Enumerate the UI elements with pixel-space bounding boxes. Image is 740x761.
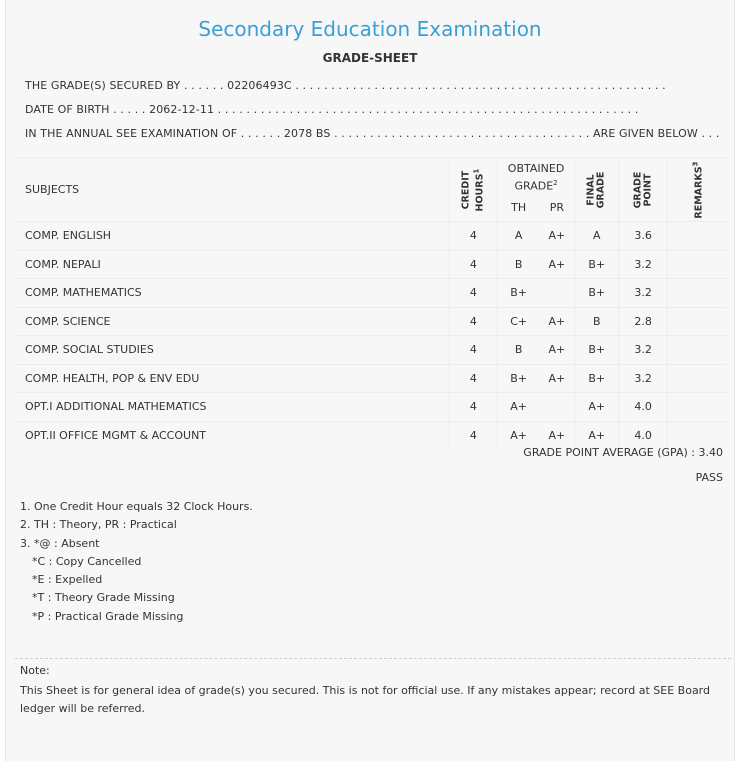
grade-point-cell: 3.2	[619, 336, 668, 365]
practical-grade-cell: A+	[540, 421, 575, 449]
footnote: 2. TH : Theory, PR : Practical	[20, 518, 177, 532]
practical-grade-cell: A+	[540, 307, 575, 336]
subject-cell: COMP. HEALTH, POP & ENV EDU	[15, 364, 449, 393]
header-th: TH	[497, 195, 539, 222]
dob-dots: . . . . . . . . . . . . . . . . . . . . . . . . . . . . . . . . . . . . . . . . . . . . . . . . . . . . . . . . . . .	[217, 103, 639, 116]
grade-point-cell: 3.6	[619, 222, 668, 251]
credit-hours-cell: 4	[449, 250, 497, 279]
table-row	[15, 222, 727, 251]
page-subtitle: GRADE-SHEET	[322, 51, 418, 65]
grade-point-cell: 4.0	[619, 393, 668, 422]
footnote: *E : Expelled	[32, 573, 103, 587]
subject-cell: OPT.I ADDITIONAL MATHEMATICS	[15, 393, 449, 422]
page-title: Secondary Education Examination	[198, 17, 542, 41]
credit-hours-cell: 4	[449, 393, 497, 422]
footnote: *P : Practical Grade Missing	[32, 609, 184, 623]
secured-by-label: THE GRADE(S) SECURED BY . . . . . .	[25, 79, 224, 92]
subject-cell: OPT.II OFFICE MGMT & ACCOUNT	[15, 421, 449, 449]
table-row	[15, 364, 727, 393]
exam-label: IN THE ANNUAL SEE EXAMINATION OF . . . . . .	[25, 127, 281, 140]
grades-table	[15, 157, 727, 449]
practical-grade-cell	[540, 279, 575, 308]
remarks-cell	[667, 307, 727, 336]
subject-cell: COMP. MATHEMATICS	[15, 279, 449, 308]
secured-by-line	[25, 79, 666, 92]
remarks-cell	[667, 364, 727, 393]
theory-grade-cell: C+	[497, 307, 539, 336]
subject-cell: COMP. SCIENCE	[15, 307, 449, 336]
grade-point-cell: 4.0	[619, 421, 668, 449]
note-text: This Sheet is for general idea of grade(s) you secured. This is not for official use. If any mistakes appear; record at SEE Board ledger will be referred.	[20, 684, 710, 715]
grade-point-cell: 3.2	[619, 250, 668, 279]
header-credit-hours: CREDIT HOURS$^1$	[449, 158, 497, 222]
theory-grade-cell: A+	[497, 393, 539, 422]
divider	[15, 658, 731, 659]
exam-year: 2078 BS	[283, 127, 331, 140]
grade-point-cell: 2.8	[619, 307, 668, 336]
credit-hours-cell: 4	[449, 279, 497, 308]
theory-grade-cell: B+	[497, 364, 539, 393]
remarks-cell	[667, 421, 727, 449]
theory-grade-cell: B	[497, 250, 539, 279]
credit-hours-cell: 4	[449, 307, 497, 336]
practical-grade-cell	[540, 393, 575, 422]
remarks-cell	[667, 279, 727, 308]
grade-point-cell: 3.2	[619, 279, 668, 308]
final-grade-cell: B+	[575, 364, 619, 393]
header-pr: PR	[549, 201, 565, 215]
credit-hours-cell: 4	[449, 421, 497, 449]
note-label: Note:	[20, 664, 50, 677]
symbol-number: 02206493C	[227, 79, 292, 92]
subject-cell: COMP. SOCIAL STUDIES	[15, 336, 449, 365]
exam-dots: . . . . . . . . . . . . . . . . . . . . . . . . . . . . . . . . . . . . ARE GIVEN BELOW . . .	[334, 127, 720, 140]
final-grade-cell: B+	[575, 250, 619, 279]
footnote: 3. *@ : Absent	[20, 536, 100, 550]
credit-hours-cell: 4	[449, 336, 497, 365]
final-grade-cell: B+	[575, 336, 619, 365]
grade-sheet-page	[5, 0, 735, 761]
table-row	[15, 393, 727, 422]
grade-point-cell: 3.2	[619, 364, 668, 393]
practical-grade-cell: A+	[540, 364, 575, 393]
table-row	[15, 307, 727, 336]
remarks-cell	[667, 336, 727, 365]
final-grade-cell: B	[575, 307, 619, 336]
footnote: *C : Copy Cancelled	[32, 554, 142, 568]
result-status: PASS	[695, 471, 723, 484]
dob-line	[25, 103, 638, 116]
dob-label: DATE OF BIRTH . . . . .	[25, 103, 146, 116]
remarks-cell	[667, 250, 727, 279]
theory-grade-cell: B	[497, 336, 539, 365]
credit-hours-cell: 4	[449, 222, 497, 251]
exam-line	[25, 127, 719, 140]
practical-grade-cell: A+	[540, 222, 575, 251]
credit-hours-cell: 4	[449, 364, 497, 393]
practical-grade-cell: A+	[540, 336, 575, 365]
header-grade-point: GRADE POINT	[619, 158, 668, 222]
footnotes	[20, 498, 253, 626]
table-row	[15, 250, 727, 279]
table-row	[15, 336, 727, 365]
footnote: 1. One Credit Hour equals 32 Clock Hours.	[20, 500, 253, 513]
header-subjects: SUBJECTS	[15, 158, 449, 222]
secured-by-dots: . . . . . . . . . . . . . . . . . . . . . . . . . . . . . . . . . . . . . . . . . . . . . . . . . . . .	[295, 79, 666, 92]
header-obtained-grade: OBTAINED GRADE$^2$	[497, 158, 575, 195]
header-remarks: REMARKS$^3$	[667, 158, 727, 222]
subject-cell: COMP. ENGLISH	[15, 222, 449, 251]
remarks-cell	[667, 393, 727, 422]
header-final-grade: FINAL GRADE	[575, 158, 619, 222]
table-row	[15, 421, 727, 449]
theory-grade-cell: A+	[497, 421, 539, 449]
practical-grade-cell: A+	[540, 250, 575, 279]
final-grade-cell: A+	[575, 393, 619, 422]
final-grade-cell: A+	[575, 421, 619, 449]
dob-value: 2062-12-11	[149, 103, 215, 116]
gpa-summary: GRADE POINT AVERAGE (GPA) : 3.40	[523, 446, 723, 459]
footnote: *T : Theory Grade Missing	[32, 591, 175, 605]
table-row	[15, 279, 727, 308]
theory-grade-cell: A	[497, 222, 539, 251]
subject-cell: COMP. NEPALI	[15, 250, 449, 279]
final-grade-cell: A	[575, 222, 619, 251]
remarks-cell	[667, 222, 727, 251]
final-grade-cell: B+	[575, 279, 619, 308]
theory-grade-cell: B+	[497, 279, 539, 308]
